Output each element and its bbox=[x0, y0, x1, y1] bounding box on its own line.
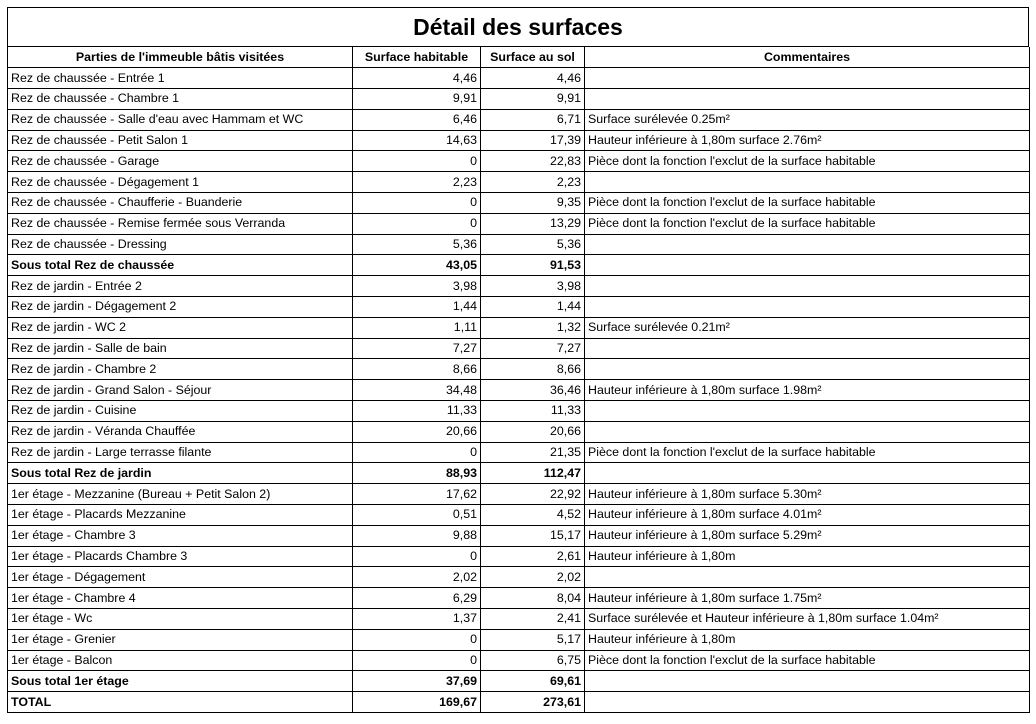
cell-surface-habitable: 7,27 bbox=[353, 338, 481, 359]
subtotal-row bbox=[8, 255, 1030, 276]
cell-commentaire bbox=[585, 692, 1030, 713]
cell-surface-au-sol: 6,75 bbox=[481, 650, 585, 671]
cell-surface-habitable: 11,33 bbox=[353, 401, 481, 422]
cell-commentaire bbox=[585, 276, 1030, 297]
cell-surface-au-sol: 15,17 bbox=[481, 525, 585, 546]
cell-surface-au-sol: 69,61 bbox=[481, 671, 585, 692]
cell-commentaire bbox=[585, 671, 1030, 692]
cell-partie: TOTAL bbox=[8, 692, 353, 713]
cell-partie: 1er étage - Placards Mezzanine bbox=[8, 505, 353, 526]
cell-surface-habitable: 0 bbox=[353, 546, 481, 567]
cell-partie: 1er étage - Chambre 4 bbox=[8, 588, 353, 609]
cell-surface-au-sol: 1,32 bbox=[481, 317, 585, 338]
cell-surface-habitable: 1,37 bbox=[353, 609, 481, 630]
table-body bbox=[8, 68, 1030, 713]
cell-surface-habitable: 14,63 bbox=[353, 130, 481, 151]
cell-partie: 1er étage - Grenier bbox=[8, 629, 353, 650]
cell-surface-habitable: 0 bbox=[353, 213, 481, 234]
cell-commentaire: Surface surélevée 0.21m² bbox=[585, 317, 1030, 338]
cell-partie: 1er étage - Balcon bbox=[8, 650, 353, 671]
cell-commentaire bbox=[585, 89, 1030, 110]
cell-surface-habitable: 169,67 bbox=[353, 692, 481, 713]
cell-surface-au-sol: 2,02 bbox=[481, 567, 585, 588]
cell-commentaire: Hauteur inférieure à 1,80m bbox=[585, 546, 1030, 567]
cell-partie: 1er étage - Dégagement bbox=[8, 567, 353, 588]
cell-surface-au-sol: 9,91 bbox=[481, 89, 585, 110]
header-surface-habitable: Surface habitable bbox=[353, 47, 481, 68]
cell-surface-habitable: 8,66 bbox=[353, 359, 481, 380]
table-row bbox=[8, 151, 1030, 172]
cell-partie: 1er étage - Mezzanine (Bureau + Petit Salon 2) bbox=[8, 484, 353, 505]
cell-commentaire: Surface surélevée et Hauteur inférieure à 1,80m surface 1.04m² bbox=[585, 609, 1030, 630]
cell-surface-habitable: 0 bbox=[353, 151, 481, 172]
cell-surface-habitable: 37,69 bbox=[353, 671, 481, 692]
cell-commentaire bbox=[585, 338, 1030, 359]
subtotal-row bbox=[8, 671, 1030, 692]
cell-surface-au-sol: 9,35 bbox=[481, 193, 585, 214]
cell-surface-au-sol: 36,46 bbox=[481, 380, 585, 401]
cell-partie: Rez de chaussée - Garage bbox=[8, 151, 353, 172]
cell-surface-au-sol: 8,04 bbox=[481, 588, 585, 609]
cell-commentaire bbox=[585, 359, 1030, 380]
cell-partie: Rez de chaussée - Chambre 1 bbox=[8, 89, 353, 110]
header-surface-au-sol: Surface au sol bbox=[481, 47, 585, 68]
cell-commentaire: Hauteur inférieure à 1,80m surface 4.01m² bbox=[585, 505, 1030, 526]
table-row bbox=[8, 297, 1030, 318]
cell-commentaire: Pièce dont la fonction l'exclut de la surface habitable bbox=[585, 213, 1030, 234]
cell-partie: Rez de chaussée - Petit Salon 1 bbox=[8, 130, 353, 151]
cell-surface-au-sol: 17,39 bbox=[481, 130, 585, 151]
cell-partie: 1er étage - Wc bbox=[8, 609, 353, 630]
cell-surface-habitable: 34,48 bbox=[353, 380, 481, 401]
table-row bbox=[8, 567, 1030, 588]
cell-commentaire bbox=[585, 68, 1030, 89]
cell-surface-au-sol: 2,61 bbox=[481, 546, 585, 567]
table-row bbox=[8, 130, 1030, 151]
cell-partie: Rez de jardin - Large terrasse filante bbox=[8, 442, 353, 463]
cell-surface-au-sol: 1,44 bbox=[481, 297, 585, 318]
cell-surface-au-sol: 21,35 bbox=[481, 442, 585, 463]
header-commentaires: Commentaires bbox=[585, 47, 1030, 68]
sheet-title: Détail des surfaces bbox=[7, 7, 1029, 47]
cell-surface-au-sol: 13,29 bbox=[481, 213, 585, 234]
cell-partie: Rez de jardin - Grand Salon - Séjour bbox=[8, 380, 353, 401]
cell-commentaire: Hauteur inférieure à 1,80m bbox=[585, 629, 1030, 650]
subtotal-row bbox=[8, 692, 1030, 713]
table-row bbox=[8, 317, 1030, 338]
cell-commentaire: Hauteur inférieure à 1,80m surface 1.98m² bbox=[585, 380, 1030, 401]
cell-commentaire bbox=[585, 255, 1030, 276]
cell-partie: Rez de chaussée - Remise fermée sous Verranda bbox=[8, 213, 353, 234]
table-row bbox=[8, 276, 1030, 297]
header-row bbox=[8, 47, 1030, 68]
cell-surface-habitable: 9,91 bbox=[353, 89, 481, 110]
cell-commentaire: Hauteur inférieure à 1,80m surface 5.30m² bbox=[585, 484, 1030, 505]
cell-surface-habitable: 0 bbox=[353, 193, 481, 214]
surfaces-sheet bbox=[7, 7, 1029, 713]
cell-partie: Rez de jardin - Véranda Chauffée bbox=[8, 421, 353, 442]
cell-surface-habitable: 9,88 bbox=[353, 525, 481, 546]
table-row bbox=[8, 109, 1030, 130]
cell-surface-habitable: 4,46 bbox=[353, 68, 481, 89]
cell-surface-habitable: 0,51 bbox=[353, 505, 481, 526]
cell-commentaire: Surface surélevée 0.25m² bbox=[585, 109, 1030, 130]
table-row bbox=[8, 629, 1030, 650]
subtotal-row bbox=[8, 463, 1030, 484]
cell-partie: Rez de jardin - WC 2 bbox=[8, 317, 353, 338]
cell-partie: 1er étage - Placards Chambre 3 bbox=[8, 546, 353, 567]
cell-partie: Rez de jardin - Chambre 2 bbox=[8, 359, 353, 380]
cell-partie: Rez de jardin - Entrée 2 bbox=[8, 276, 353, 297]
table-row bbox=[8, 609, 1030, 630]
cell-commentaire bbox=[585, 297, 1030, 318]
cell-partie: Rez de jardin - Cuisine bbox=[8, 401, 353, 422]
table-row bbox=[8, 68, 1030, 89]
cell-commentaire: Pièce dont la fonction l'exclut de la surface habitable bbox=[585, 650, 1030, 671]
cell-commentaire bbox=[585, 567, 1030, 588]
cell-commentaire bbox=[585, 421, 1030, 442]
cell-commentaire: Hauteur inférieure à 1,80m surface 1.75m² bbox=[585, 588, 1030, 609]
cell-commentaire: Pièce dont la fonction l'exclut de la surface habitable bbox=[585, 151, 1030, 172]
cell-commentaire bbox=[585, 463, 1030, 484]
header-partie: Parties de l'immeuble bâtis visitées bbox=[8, 47, 353, 68]
cell-surface-au-sol: 22,83 bbox=[481, 151, 585, 172]
cell-surface-habitable: 1,11 bbox=[353, 317, 481, 338]
cell-surface-au-sol: 4,52 bbox=[481, 505, 585, 526]
table-row bbox=[8, 401, 1030, 422]
cell-commentaire: Hauteur inférieure à 1,80m surface 2.76m² bbox=[585, 130, 1030, 151]
table-row bbox=[8, 338, 1030, 359]
cell-surface-au-sol: 8,66 bbox=[481, 359, 585, 380]
table-row bbox=[8, 359, 1030, 380]
cell-partie: Sous total Rez de jardin bbox=[8, 463, 353, 484]
cell-partie: Sous total 1er étage bbox=[8, 671, 353, 692]
cell-partie: Rez de jardin - Salle de bain bbox=[8, 338, 353, 359]
cell-surface-au-sol: 273,61 bbox=[481, 692, 585, 713]
cell-surface-habitable: 0 bbox=[353, 442, 481, 463]
cell-surface-au-sol: 2,41 bbox=[481, 609, 585, 630]
cell-surface-au-sol: 6,71 bbox=[481, 109, 585, 130]
table-row bbox=[8, 380, 1030, 401]
table-row bbox=[8, 213, 1030, 234]
cell-surface-au-sol: 91,53 bbox=[481, 255, 585, 276]
cell-surface-habitable: 6,29 bbox=[353, 588, 481, 609]
table-row bbox=[8, 442, 1030, 463]
cell-surface-habitable: 2,02 bbox=[353, 567, 481, 588]
cell-surface-au-sol: 112,47 bbox=[481, 463, 585, 484]
table-row bbox=[8, 89, 1030, 110]
cell-commentaire bbox=[585, 234, 1030, 255]
cell-surface-au-sol: 7,27 bbox=[481, 338, 585, 359]
surfaces-table bbox=[7, 47, 1030, 713]
cell-commentaire: Hauteur inférieure à 1,80m surface 5.29m² bbox=[585, 525, 1030, 546]
cell-partie: Rez de chaussée - Salle d'eau avec Hammam et WC bbox=[8, 109, 353, 130]
cell-partie: Rez de chaussée - Dressing bbox=[8, 234, 353, 255]
cell-surface-habitable: 0 bbox=[353, 650, 481, 671]
table-row bbox=[8, 650, 1030, 671]
cell-partie: Rez de chaussée - Dégagement 1 bbox=[8, 172, 353, 193]
table-row bbox=[8, 421, 1030, 442]
cell-commentaire: Pièce dont la fonction l'exclut de la surface habitable bbox=[585, 193, 1030, 214]
cell-commentaire bbox=[585, 401, 1030, 422]
cell-partie: 1er étage - Chambre 3 bbox=[8, 525, 353, 546]
cell-surface-habitable: 6,46 bbox=[353, 109, 481, 130]
cell-partie: Sous total Rez de chaussée bbox=[8, 255, 353, 276]
cell-commentaire bbox=[585, 172, 1030, 193]
cell-partie: Rez de chaussée - Chaufferie - Buanderie bbox=[8, 193, 353, 214]
cell-surface-au-sol: 5,17 bbox=[481, 629, 585, 650]
table-row bbox=[8, 193, 1030, 214]
cell-surface-habitable: 17,62 bbox=[353, 484, 481, 505]
table-row bbox=[8, 546, 1030, 567]
cell-surface-habitable: 88,93 bbox=[353, 463, 481, 484]
cell-surface-habitable: 1,44 bbox=[353, 297, 481, 318]
cell-surface-au-sol: 20,66 bbox=[481, 421, 585, 442]
cell-surface-habitable: 43,05 bbox=[353, 255, 481, 276]
table-row bbox=[8, 234, 1030, 255]
cell-surface-au-sol: 11,33 bbox=[481, 401, 585, 422]
cell-surface-habitable: 0 bbox=[353, 629, 481, 650]
table-row bbox=[8, 505, 1030, 526]
cell-surface-au-sol: 2,23 bbox=[481, 172, 585, 193]
table-row bbox=[8, 172, 1030, 193]
cell-surface-habitable: 3,98 bbox=[353, 276, 481, 297]
cell-surface-habitable: 2,23 bbox=[353, 172, 481, 193]
cell-surface-habitable: 20,66 bbox=[353, 421, 481, 442]
cell-partie: Rez de chaussée - Entrée 1 bbox=[8, 68, 353, 89]
cell-surface-au-sol: 22,92 bbox=[481, 484, 585, 505]
table-row bbox=[8, 525, 1030, 546]
table-row bbox=[8, 588, 1030, 609]
cell-surface-au-sol: 5,36 bbox=[481, 234, 585, 255]
table-row bbox=[8, 484, 1030, 505]
cell-surface-habitable: 5,36 bbox=[353, 234, 481, 255]
cell-partie: Rez de jardin - Dégagement 2 bbox=[8, 297, 353, 318]
cell-surface-au-sol: 4,46 bbox=[481, 68, 585, 89]
cell-surface-au-sol: 3,98 bbox=[481, 276, 585, 297]
cell-commentaire: Pièce dont la fonction l'exclut de la surface habitable bbox=[585, 442, 1030, 463]
